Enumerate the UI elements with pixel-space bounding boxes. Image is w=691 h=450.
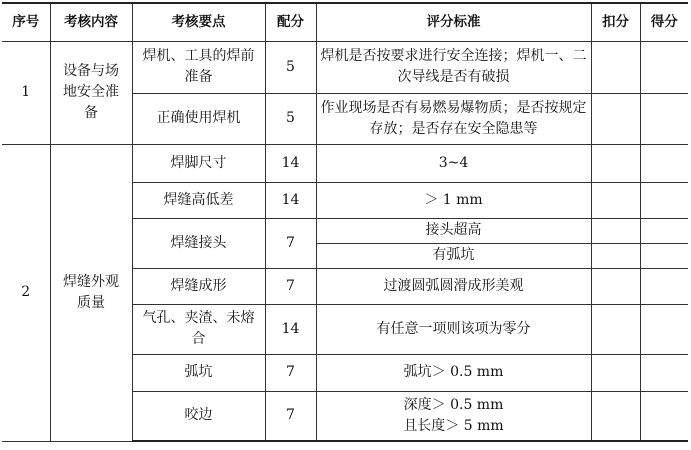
point-cell: 正确使用焊机 <box>132 93 265 144</box>
point-cell: 气孔、夹渣、未熔合 <box>132 304 265 354</box>
got-cell[interactable] <box>640 354 688 391</box>
point-cell: 焊缝高低差 <box>132 182 265 218</box>
criteria-cell: 接头超高 <box>316 218 591 243</box>
criteria-cell: 焊机是否按要求进行安全连接；焊机一、二次导线是否有破损 <box>316 41 591 93</box>
got-cell[interactable] <box>640 93 688 144</box>
deduct-cell[interactable] <box>591 354 640 391</box>
score-cell: 7 <box>265 354 316 391</box>
section-content: 焊缝外观质量 <box>50 144 132 441</box>
score-cell: 5 <box>265 93 316 144</box>
deduct-cell[interactable] <box>591 391 640 441</box>
got-cell[interactable] <box>640 182 688 218</box>
criteria-cell <box>316 391 591 441</box>
point-cell: 焊缝接头 <box>132 218 265 268</box>
deduct-cell[interactable] <box>591 268 640 304</box>
point-cell: 焊机、工具的焊前准备 <box>132 41 265 93</box>
score-cell: 14 <box>265 304 316 354</box>
score-cell: 5 <box>265 41 316 93</box>
point-cell: 焊缝成形 <box>132 268 265 304</box>
criteria-cell: 作业现场是否有易燃易爆物质；是否按规定存放；是否存在安全隐患等 <box>316 93 591 144</box>
point-cell: 弧坑 <box>132 354 265 391</box>
score-cell: 14 <box>265 182 316 218</box>
criteria-cell: 过渡圆弧圆滑成形美观 <box>316 268 591 304</box>
criteria-cell: ＞ 1 mm <box>316 182 591 218</box>
header-row <box>2 3 688 41</box>
deduct-cell[interactable] <box>591 41 640 93</box>
header-got: 得分 <box>640 3 688 41</box>
deduct-cell[interactable] <box>591 304 640 354</box>
header-content: 考核内容 <box>50 3 132 41</box>
criteria-cell: 3~4 <box>316 144 591 182</box>
header-criteria: 评分标准 <box>316 3 591 41</box>
score-cell: 7 <box>265 268 316 304</box>
assessment-table <box>2 2 688 442</box>
score-cell: 14 <box>265 144 316 182</box>
deduct-cell[interactable] <box>591 218 640 243</box>
table-row <box>2 41 688 93</box>
deduct-cell[interactable] <box>591 243 640 268</box>
deduct-cell[interactable] <box>591 144 640 182</box>
got-cell[interactable] <box>640 268 688 304</box>
got-cell[interactable] <box>640 391 688 441</box>
header-seq: 序号 <box>2 3 50 41</box>
criteria-line: 且长度＞ 5 mm <box>403 417 504 434</box>
point-cell: 咬边 <box>132 391 265 441</box>
criteria-cell: 弧坑＞ 0.5 mm <box>316 354 591 391</box>
header-points: 考核要点 <box>132 3 265 41</box>
criteria-line: 深度＞ 0.5 mm <box>403 396 504 413</box>
deduct-cell[interactable] <box>591 93 640 144</box>
got-cell[interactable] <box>640 243 688 268</box>
got-cell[interactable] <box>640 218 688 243</box>
got-cell[interactable] <box>640 304 688 354</box>
criteria-cell: 有任意一项则该项为零分 <box>316 304 591 354</box>
score-cell: 7 <box>265 218 316 268</box>
table-row <box>2 144 688 182</box>
deduct-cell[interactable] <box>591 182 640 218</box>
section-content: 设备与场地安全准备 <box>50 41 132 144</box>
section-seq: 1 <box>2 41 50 144</box>
score-cell: 7 <box>265 391 316 441</box>
header-score: 配分 <box>265 3 316 41</box>
point-cell: 焊脚尺寸 <box>132 144 265 182</box>
got-cell[interactable] <box>640 41 688 93</box>
section-seq: 2 <box>2 144 50 441</box>
criteria-cell: 有弧坑 <box>316 243 591 268</box>
header-deduct: 扣分 <box>591 3 640 41</box>
got-cell[interactable] <box>640 144 688 182</box>
